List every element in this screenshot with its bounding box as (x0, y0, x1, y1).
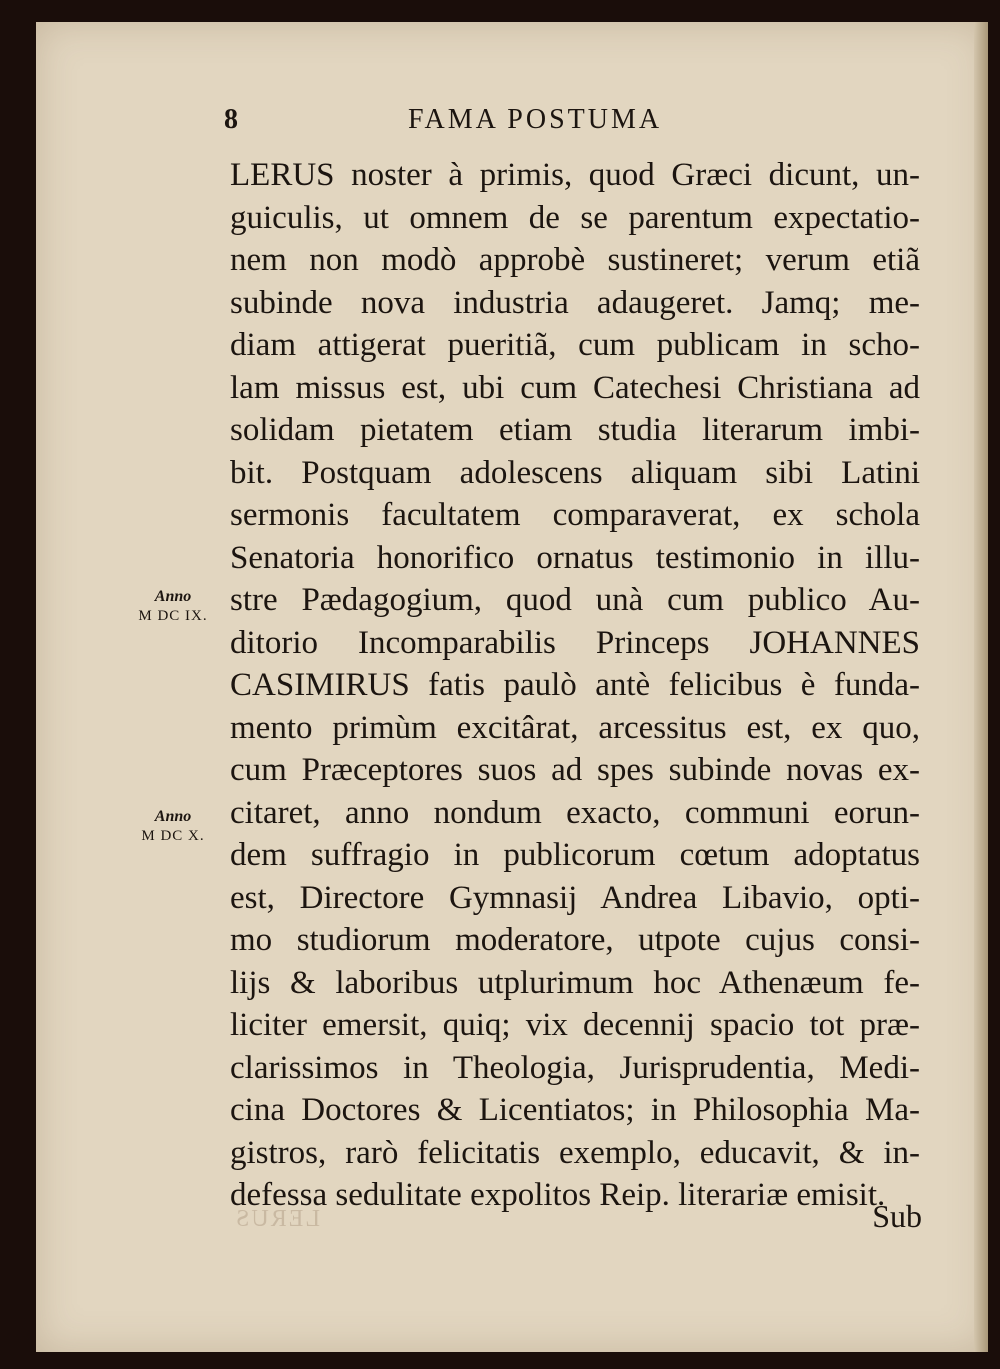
page-number: 8 (224, 104, 238, 135)
text-line: diam attigerat pueritiã, cum publicam in scho- (230, 327, 920, 363)
text-line: Senatoria honorifico ornatus testimonio in illu- (230, 539, 920, 576)
page-edge (974, 22, 988, 1352)
margin-note-year: M DC X. (141, 828, 205, 844)
text-line: guiculis, ut omnem de se parentum expectatio- (230, 199, 920, 236)
margin-note-label: Anno (154, 588, 192, 605)
book-page (36, 22, 988, 1352)
page-header (36, 104, 988, 144)
text-line: ditorio Incomparabilis Princeps JOHANNES (230, 624, 920, 661)
text-line: liciter emersit, quiq; vix decennij spacio tot præ- (230, 1007, 920, 1043)
text-line: lam missus est, ubi cum Catechesi Christiana ad (230, 369, 920, 406)
text-line: est, Directore Gymnasij Andrea Libavio, opti- (230, 879, 920, 916)
text-line: subinde nova industria adaugeret. Jamq; me- (230, 284, 920, 321)
margin-note (128, 808, 218, 846)
text-line: cum Præceptores suos ad spes subinde novas ex- (230, 752, 920, 788)
text-line: clarissimos in Theologia, Jurisprudentia, Medi- (230, 1049, 920, 1086)
catchword: Sub (872, 1198, 922, 1234)
text-line: defessa sedulitate expolitos Reip. literariæ emisit. (230, 1177, 886, 1213)
text-line: mo studiorum moderatore, utpote cujus consi- (230, 922, 920, 958)
text-line: lijs & laboribus utplurimum hoc Athenæum fe- (230, 964, 920, 1001)
text-line: stre Pædagogium, quod unà cum publico Au- (230, 582, 920, 618)
text-line: solidam pietatem etiam studia literarum imbi- (230, 412, 920, 448)
text-line: citaret, anno nondum exacto, communi eorun- (230, 794, 920, 831)
margin-note-label: Anno (154, 808, 192, 825)
text-line: dem suffragio in publicorum cœtum adoptatus (230, 837, 920, 873)
text-line: gistros, rarò felicitatis exemplo, educavit, & in- (230, 1134, 920, 1171)
text-line: CASIMIRUS fatis paulò antè felicibus è funda- (230, 667, 920, 703)
margin-note-year: M DC IX. (138, 608, 208, 624)
body-text (230, 154, 920, 1217)
bleed-through-text: LERUS (234, 1206, 321, 1232)
text-line: mento primùm excitârat, arcessitus est, ex quo, (230, 709, 920, 746)
margin-note (128, 588, 218, 626)
running-title: FAMA POSTUMA (408, 104, 663, 135)
text-line: bit. Postquam adolescens aliquam sibi Latini (230, 454, 920, 491)
text-line: sermonis facultatem comparaverat, ex schola (230, 497, 920, 533)
text-line: cina Doctores & Licentiatos; in Philosophia Ma- (230, 1092, 920, 1128)
text-line: LERUS noster à primis, quod Græci dicunt, un- (230, 157, 920, 193)
text-line: nem non modò approbè sustineret; verum etiã (230, 242, 920, 278)
